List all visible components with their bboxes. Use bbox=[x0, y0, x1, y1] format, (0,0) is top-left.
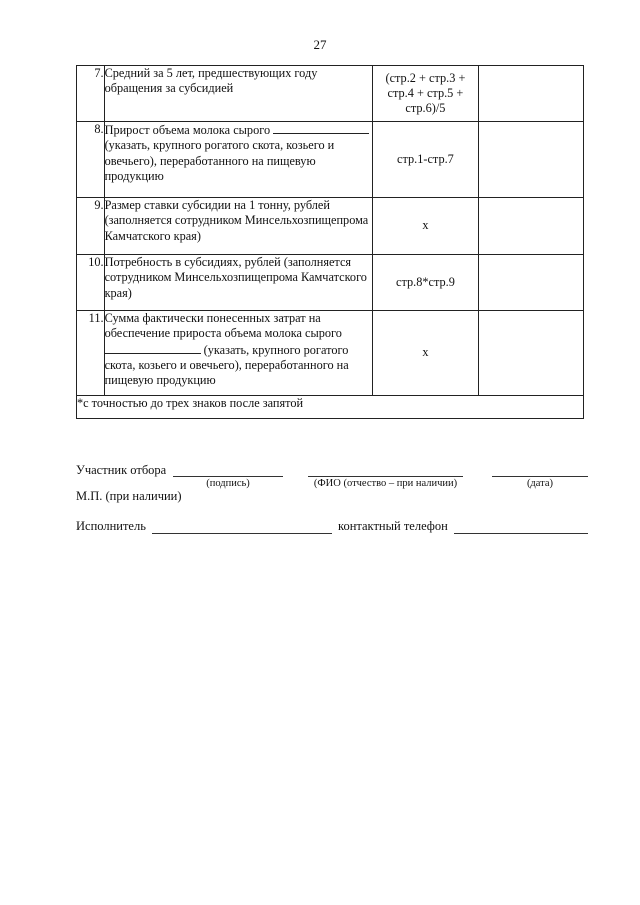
row-description: Размер ставки субсидии на 1 тонну, рублей (заполняется сотрудником Минсельхозпищепрома Камчатского края) bbox=[104, 198, 372, 255]
row-description-part: Прирост объема молока сырого bbox=[104, 123, 271, 137]
row-formula: х bbox=[372, 311, 478, 396]
table-row bbox=[77, 198, 584, 255]
row-description-part: Сумма фактически понесенных затрат на обеспечение прироста объема молока сырого bbox=[104, 311, 342, 341]
row-description: Потребность в субсидиях, рублей (заполняется сотрудником Минсельхозпищепрома Камчатского края) bbox=[104, 255, 372, 311]
date-line[interactable] bbox=[492, 476, 588, 477]
row-description bbox=[104, 122, 372, 198]
participant-label: Участник отбора bbox=[76, 463, 167, 477]
page-number: 27 bbox=[313, 37, 327, 52]
row-description-part: (указать, крупного рогатого скота, козьего и овечьего), переработанного на пищевую продукцию bbox=[104, 342, 349, 388]
row-value-cell bbox=[478, 66, 583, 122]
row-description bbox=[104, 311, 372, 396]
signature-caption: (подпись) bbox=[206, 478, 250, 489]
row-number: 9. bbox=[77, 198, 105, 255]
row-number: 11. bbox=[77, 311, 105, 396]
row-number: 8. bbox=[77, 122, 105, 198]
row-formula: х bbox=[372, 198, 478, 255]
stamp-label: М.П. (при наличии) bbox=[76, 489, 182, 503]
table-row bbox=[77, 66, 584, 122]
table-row bbox=[77, 311, 584, 396]
table-row bbox=[77, 255, 584, 311]
fio-line[interactable] bbox=[308, 476, 463, 477]
blank-line bbox=[273, 122, 369, 134]
row-description-part: (указать, крупного рогатого скота, козьего и овечьего), переработанного на пищевую продукцию bbox=[104, 138, 335, 183]
phone-line[interactable] bbox=[454, 533, 588, 534]
date-caption: (дата) bbox=[526, 478, 554, 489]
table-row bbox=[77, 122, 584, 198]
row-value-cell bbox=[478, 198, 583, 255]
signature-line[interactable] bbox=[173, 476, 283, 477]
form-table bbox=[76, 65, 584, 419]
row-value-cell bbox=[478, 122, 583, 198]
row-number: 10. bbox=[77, 255, 105, 311]
executor-line[interactable] bbox=[152, 533, 332, 534]
row-value-cell bbox=[478, 255, 583, 311]
phone-label: контактный телефон bbox=[338, 519, 448, 533]
fio-caption: (ФИО (отчество – при наличии) bbox=[313, 478, 458, 489]
footnote-row bbox=[77, 396, 584, 419]
row-value-cell bbox=[478, 311, 583, 396]
row-formula: (стр.2 + стр.3 + стр.4 + стр.5 + стр.6)/5 bbox=[372, 66, 478, 122]
row-description: Средний за 5 лет, предшествующих году обращения за субсидией bbox=[104, 66, 372, 122]
footnote: *с точностью до трех знаков после запятой bbox=[77, 396, 584, 419]
blank-line bbox=[105, 342, 201, 354]
executor-label: Исполнитель bbox=[76, 519, 146, 533]
row-formula: стр.8*стр.9 bbox=[372, 255, 478, 311]
row-formula: стр.1-стр.7 bbox=[372, 122, 478, 198]
row-number: 7. bbox=[77, 66, 105, 122]
